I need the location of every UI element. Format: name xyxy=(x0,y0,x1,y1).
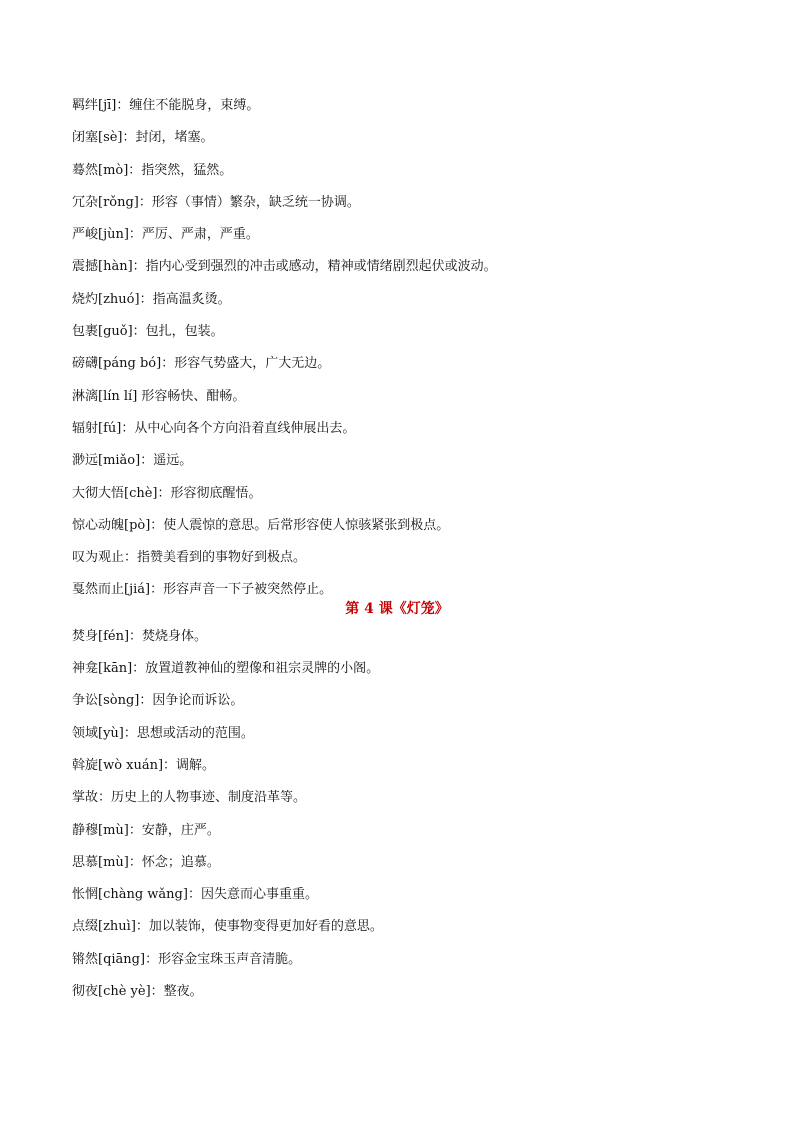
vocab-entry: 辐射[fú]：从中心向各个方向沿着直线伸展出去。 xyxy=(72,420,356,436)
vocab-entry: 渺远[miǎo]：遥远。 xyxy=(72,453,193,469)
vocab-entry: 大彻大悟[chè]：形容彻底醒悟。 xyxy=(72,485,262,501)
vocab-entry: 彻夜[chè yè]：整夜。 xyxy=(72,984,203,1000)
vocab-entry: 烧灼[zhuó]：指高温炙烫。 xyxy=(72,291,231,307)
section-title: 第 4 课《灯笼》 xyxy=(345,600,449,617)
vocab-entry: 静穆[mù]：安静，庄严。 xyxy=(72,822,220,838)
vocab-entry: 戛然而止[jiá]：形容声音一下子被突然停止。 xyxy=(72,582,333,598)
vocab-entry: 蓦然[mò]：指突然，猛然。 xyxy=(72,162,233,178)
vocab-entry: 冗杂[rǒng]：形容（事情）繁杂，缺乏统一协调。 xyxy=(72,194,360,210)
vocab-entry: 锵然[qiāng]：形容金宝珠玉声音清脆。 xyxy=(72,951,302,967)
vocab-entry: 严峻[jùn]：严厉、严肃，严重。 xyxy=(72,227,259,243)
vocab-entry: 斡旋[wò xuán]：调解。 xyxy=(72,757,216,773)
vocab-entry: 点缀[zhuì]：加以装饰，使事物变得更加好看的意思。 xyxy=(72,919,383,935)
vocab-entry: 叹为观止：指赞美看到的事物好到极点。 xyxy=(72,550,307,566)
vocab-entry: 包裹[guǒ]：包扎，包装。 xyxy=(72,324,224,340)
vocab-entry: 淋漓[lín lí] 形容畅快、酣畅。 xyxy=(72,388,246,404)
vocab-entry: 惊心动魄[pò]：使人震惊的意思。后常形容使人惊骇紧张到极点。 xyxy=(72,517,450,533)
vocab-entry: 羁绊[jī]：缠住不能脱身，束缚。 xyxy=(72,98,260,113)
vocab-entry: 领域[yù]：思想或活动的范围。 xyxy=(72,725,254,741)
vocab-entry: 焚身[fén]：焚烧身体。 xyxy=(72,628,208,644)
vocab-entry: 争讼[sòng]：因争论而诉讼。 xyxy=(72,693,244,709)
vocab-entry: 神龛[kān]：放置道教神仙的塑像和祖宗灵牌的小阁。 xyxy=(72,661,380,677)
vocab-entry: 怅惘[chàng wǎng]：因失意而心事重重。 xyxy=(72,887,318,903)
vocab-entry: 掌故：历史上的人物事迹、制度沿革等。 xyxy=(72,790,307,806)
vocab-entry: 磅礴[páng bó]：形容气势盛大，广大无边。 xyxy=(72,356,331,372)
vocab-entry: 思慕[mù]：怀念；追慕。 xyxy=(72,854,220,870)
vocab-entry: 闭塞[sè]：封闭，堵塞。 xyxy=(72,130,214,146)
vocab-entry: 震撼[hàn]：指内心受到强烈的冲击或感动，精神或情绪剧烈起伏或波动。 xyxy=(72,259,497,275)
vocabulary-list xyxy=(72,98,722,1016)
